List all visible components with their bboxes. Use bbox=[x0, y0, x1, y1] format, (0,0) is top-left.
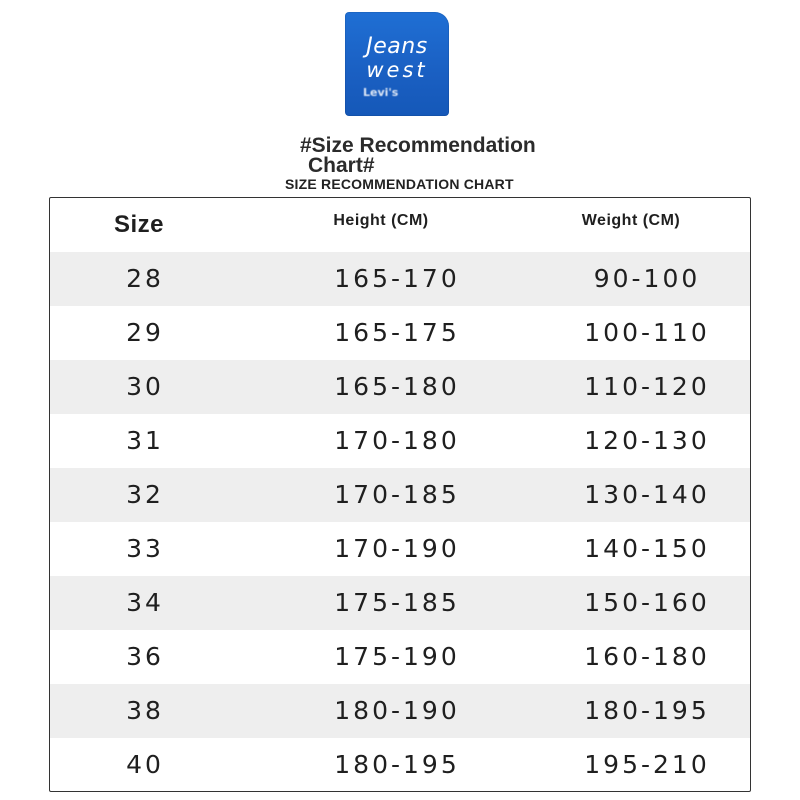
cell-height: 165-170 bbox=[334, 264, 460, 293]
logo-text-line1: Jeans bbox=[366, 34, 428, 59]
header-height: Height (CM) bbox=[333, 212, 429, 229]
cell-weight: 195-210 bbox=[584, 750, 710, 779]
cell-height: 180-195 bbox=[334, 750, 460, 779]
cell-height: 170-190 bbox=[334, 534, 460, 563]
cell-size: 34 bbox=[126, 588, 164, 617]
cell-size: 30 bbox=[126, 372, 164, 401]
cell-height: 175-185 bbox=[334, 588, 460, 617]
cell-weight: 90-100 bbox=[593, 264, 701, 293]
table-header-row bbox=[50, 198, 750, 252]
cell-weight: 130-140 bbox=[584, 480, 710, 509]
page-subtitle: SIZE RECOMMENDATION CHART bbox=[285, 176, 514, 192]
cell-size: 28 bbox=[126, 264, 164, 293]
cell-weight: 180-195 bbox=[584, 696, 710, 725]
logo-tag: Levi's bbox=[363, 86, 399, 99]
cell-size: 29 bbox=[126, 318, 164, 347]
cell-height: 165-175 bbox=[334, 318, 460, 347]
header-size: Size bbox=[113, 211, 165, 238]
cell-weight: 160-180 bbox=[584, 642, 710, 671]
table-row bbox=[50, 414, 750, 468]
table-row bbox=[50, 522, 750, 576]
cell-height: 180-190 bbox=[334, 696, 460, 725]
size-chart-table bbox=[49, 197, 751, 792]
cell-height: 170-180 bbox=[334, 426, 460, 455]
cell-weight: 120-130 bbox=[584, 426, 710, 455]
cell-height: 175-190 bbox=[334, 642, 460, 671]
cell-size: 40 bbox=[126, 750, 164, 779]
cell-weight: 140-150 bbox=[584, 534, 710, 563]
table-row bbox=[50, 468, 750, 522]
page-title bbox=[300, 136, 600, 176]
logo-text-line2: west bbox=[366, 58, 428, 82]
cell-size: 36 bbox=[126, 642, 164, 671]
cell-size: 32 bbox=[126, 480, 164, 509]
table-row bbox=[50, 684, 750, 738]
cell-size: 33 bbox=[126, 534, 164, 563]
cell-height: 170-185 bbox=[334, 480, 460, 509]
cell-weight: 100-110 bbox=[584, 318, 710, 347]
cell-height: 165-180 bbox=[334, 372, 460, 401]
cell-weight: 110-120 bbox=[584, 372, 710, 401]
table-row bbox=[50, 252, 750, 306]
table-row bbox=[50, 630, 750, 684]
cell-size: 38 bbox=[126, 696, 164, 725]
table-row bbox=[50, 306, 750, 360]
brand-logo bbox=[345, 12, 449, 116]
cell-weight: 150-160 bbox=[584, 588, 710, 617]
page-title-line1: #Size Recommendation bbox=[300, 134, 536, 157]
table-row bbox=[50, 576, 750, 630]
header-weight: Weight (CM) bbox=[581, 212, 681, 229]
table-row bbox=[50, 360, 750, 414]
table-row bbox=[50, 738, 750, 792]
cell-size: 31 bbox=[126, 426, 164, 455]
page-title-line2: Chart# bbox=[308, 154, 375, 177]
